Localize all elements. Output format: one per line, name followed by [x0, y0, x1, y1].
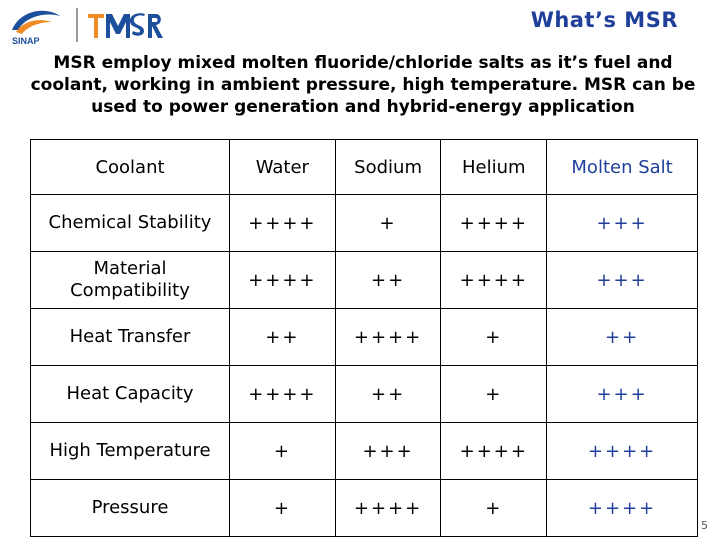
- page-number: 5: [701, 519, 708, 532]
- table-row: [31, 195, 698, 252]
- row-label: Heat Capacity: [31, 366, 230, 423]
- header-molten-salt: Molten Salt: [547, 140, 698, 195]
- table-cell: +++: [547, 252, 698, 309]
- table-cell: ++: [230, 309, 336, 366]
- table-cell: ++++: [335, 480, 441, 537]
- table-row: [31, 423, 698, 480]
- table-cell: +: [230, 480, 336, 537]
- table-cell: ++: [547, 309, 698, 366]
- logo-divider: [76, 8, 78, 42]
- table-cell: ++++: [230, 195, 336, 252]
- table-cell: ++++: [230, 366, 336, 423]
- table-cell: ++++: [335, 309, 441, 366]
- table-cell: ++++: [441, 423, 547, 480]
- table-cell: ++++: [547, 423, 698, 480]
- table-row: [31, 366, 698, 423]
- table-cell: +++: [547, 195, 698, 252]
- slide-title: What’s MSR: [530, 8, 678, 32]
- sinap-logo-icon: [6, 4, 64, 48]
- header-water: Water: [230, 140, 336, 195]
- table-cell: ++: [335, 366, 441, 423]
- row-label: High Temperature: [31, 423, 230, 480]
- table-cell: ++: [335, 252, 441, 309]
- row-label: Heat Transfer: [31, 309, 230, 366]
- table-header-row: [31, 140, 698, 195]
- header-helium: Helium: [441, 140, 547, 195]
- tmsr-logo-icon: [86, 10, 164, 42]
- intro-paragraph: MSR employ mixed molten fluoride/chloride salts as it’s fuel and coolant, working in ambient pressure, high temperature. MSR can be used to power generation and hybrid-energy application: [30, 53, 696, 117]
- table-cell: ++++: [547, 480, 698, 537]
- header-sodium: Sodium: [335, 140, 441, 195]
- table-cell: +: [441, 480, 547, 537]
- table-cell: +: [230, 423, 336, 480]
- table-cell: +++: [335, 423, 441, 480]
- table-row: [31, 480, 698, 537]
- table-cell: +++: [547, 366, 698, 423]
- table-cell: +: [335, 195, 441, 252]
- table-cell: ++++: [441, 252, 547, 309]
- header-coolant: Coolant: [31, 140, 230, 195]
- svg-text:SINAP: SINAP: [12, 36, 40, 46]
- row-label: Chemical Stability: [31, 195, 230, 252]
- table-row: [31, 252, 698, 309]
- table-cell: +: [441, 366, 547, 423]
- row-label: Material Compatibility: [31, 252, 230, 309]
- logo-area: [6, 4, 166, 48]
- row-label: Pressure: [31, 480, 230, 537]
- table-cell: ++++: [441, 195, 547, 252]
- table-row: [31, 309, 698, 366]
- table-cell: +: [441, 309, 547, 366]
- table-cell: ++++: [230, 252, 336, 309]
- coolant-comparison-table: [30, 139, 698, 537]
